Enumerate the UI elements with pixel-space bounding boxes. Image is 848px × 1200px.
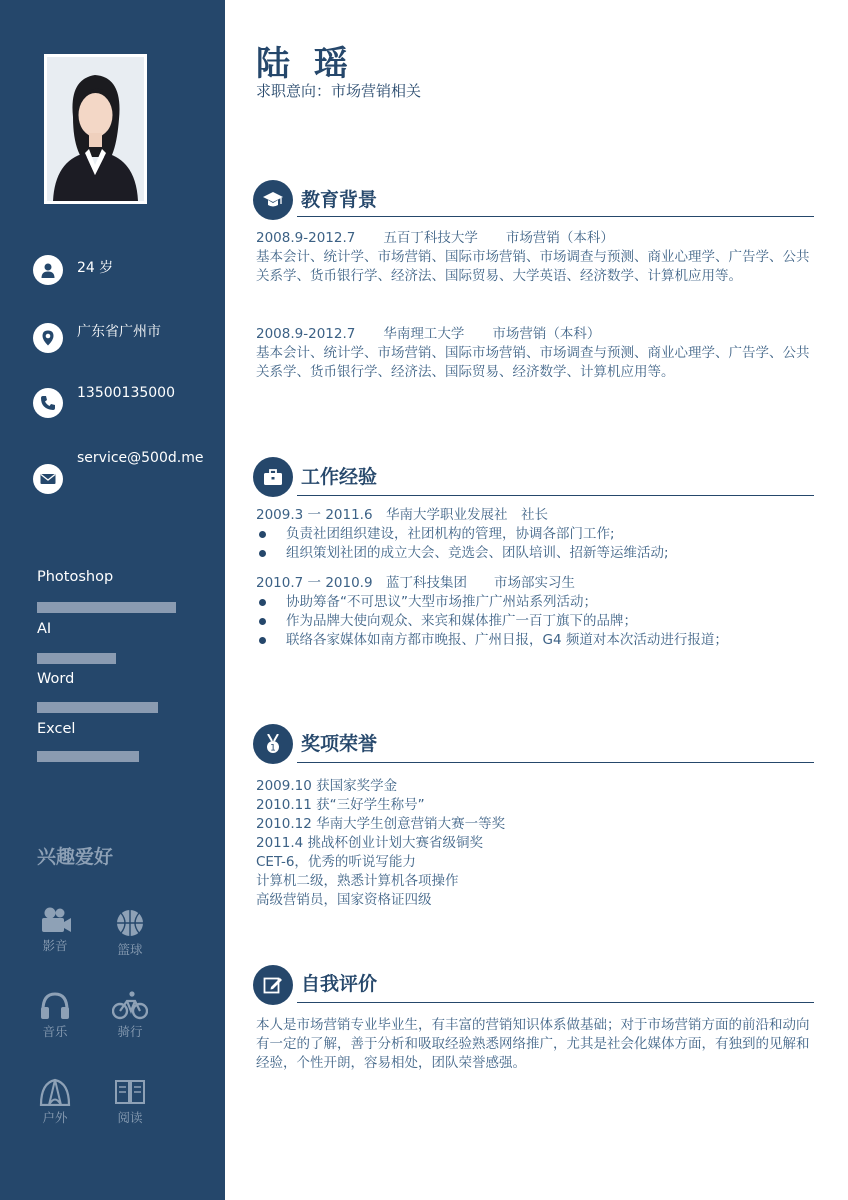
edu-courses: 基本会计、统计学、市场营销、国际市场营销、市场调查与预测、商业心理学、广告学、公共关系学、货币银行学、经济法、国际贸易、大学英语、经济数学、计算机应用等。 <box>256 249 810 284</box>
divider <box>297 216 814 217</box>
skill-label: Photoshop <box>37 569 114 585</box>
skill-bar <box>37 602 176 613</box>
divider <box>297 1002 814 1003</box>
award-item: CET-6，优秀的听说写能力 <box>256 854 416 870</box>
hobby-item <box>33 906 77 954</box>
edit-icon <box>253 965 293 1005</box>
hobby-item <box>108 1078 152 1126</box>
divider <box>297 762 814 763</box>
education-entry <box>256 229 816 286</box>
hobby-item <box>33 1078 77 1126</box>
award-item: 2010.11 获“三好学生称号” <box>256 797 425 813</box>
work-bullet: 联络各家媒体如南方都市晚报、广州日报，G4 频道对本次活动进行报道； <box>256 631 816 650</box>
medal-icon <box>253 724 293 764</box>
award-item: 2011.4 挑战杯创业计划大赛省级铜奖 <box>256 835 484 851</box>
award-item: 2009.10 获国家奖学金 <box>256 778 398 794</box>
edu-major: 市场营销（本科） <box>492 326 601 342</box>
hobby-label: 音乐 <box>42 1024 68 1039</box>
skill-bar <box>37 702 158 713</box>
work-bullet: 组织策划社团的成立大会、竞选会、团队培训、招新等运维活动; <box>256 544 816 563</box>
hobby-label: 影音 <box>42 938 68 953</box>
hobby-label: 户外 <box>42 1110 68 1125</box>
skill-label: Excel <box>37 721 76 737</box>
briefcase-icon <box>253 457 293 497</box>
hobby-item <box>108 908 152 958</box>
svg-text:1: 1 <box>270 743 276 754</box>
work-title: 工作经验 <box>301 466 378 488</box>
phone-icon <box>33 388 63 418</box>
work-bullet: 作为品牌大使向观众、来宾和媒体推广一百丁旗下的品牌； <box>256 612 816 631</box>
edu-major: 市场营销（本科） <box>505 230 614 246</box>
basketball-icon <box>115 908 145 938</box>
hobby-item <box>108 990 152 1040</box>
graduation-cap-icon <box>253 180 293 220</box>
sidebar <box>0 0 225 1200</box>
age-text: 24 岁 <box>77 260 114 276</box>
user-icon <box>33 255 63 285</box>
skill-bar <box>37 653 116 664</box>
page-title: 陆 瑶 <box>256 44 354 84</box>
award-item: 高级营销员，国家资格证四级 <box>256 892 432 908</box>
hobbies-title: 兴趣爱好 <box>37 846 114 868</box>
hobby-label: 骑行 <box>117 1024 143 1039</box>
email-text[interactable]: service@500d.me <box>77 450 204 466</box>
work-bullet: 负责社团组织建设，社团机构的管理，协调各部门工作; <box>256 525 816 544</box>
work-bullet: 协助筹备“不可思议”大型市场推广广州站系列活动； <box>256 593 816 612</box>
profile-photo <box>44 54 147 204</box>
skill-bar <box>37 751 139 762</box>
skill-label: AI <box>37 621 52 637</box>
bicycle-icon <box>112 990 148 1020</box>
self-eval-paragraph: 本人是市场营销专业毕业生，有丰富的营销知识体系做基础；对于市场营销方面的前沿和动向有一定的了解，善于分析和吸取经验熟悉网络推广，尤其是社会化媒体方面，有独到的见解和经验，个性开朗，容易相处，团队荣誉感强。 <box>256 1017 810 1071</box>
self-eval-title: 自我评价 <box>301 973 378 995</box>
award-item: 2010.12 华南大学生创意营销大赛一等奖 <box>256 816 506 832</box>
camera-icon <box>37 906 73 934</box>
education-entry <box>256 325 816 382</box>
envelope-icon <box>33 464 63 494</box>
headphones-icon <box>39 990 71 1020</box>
edu-school: 华南理工大学 <box>383 326 465 342</box>
self-eval-text <box>256 1016 816 1073</box>
job-intent: 求职意向：市场营销相关 <box>256 82 422 100</box>
divider <box>297 495 814 496</box>
work-header: 2009.3 一 2011.6 华南大学职业发展社 社长 <box>256 507 549 523</box>
award-item: 计算机二级，熟悉计算机各项操作 <box>256 873 459 889</box>
edu-courses: 基本会计、统计学、市场营销、国际市场营销、市场调查与预测、商业心理学、广告学、公共关系学、货币银行学、经济法、国际贸易、经济数学、计算机应用等。 <box>256 345 810 380</box>
location-text: 广东省广州市 <box>77 324 161 340</box>
book-icon <box>113 1078 147 1106</box>
awards-title: 奖项荣誉 <box>301 733 378 755</box>
awards-list <box>256 777 816 910</box>
hobby-label: 篮球 <box>117 942 143 957</box>
education-title: 教育背景 <box>301 189 378 211</box>
work-entry <box>256 574 816 650</box>
phone-text[interactable]: 13500135000 <box>77 385 175 401</box>
hobby-label: 阅读 <box>117 1110 143 1125</box>
hobby-item <box>33 990 77 1040</box>
location-pin-icon <box>33 323 63 353</box>
edu-date: 2008.9-2012.7 <box>256 230 356 246</box>
skill-label: Word <box>37 671 75 687</box>
avatar <box>47 57 144 201</box>
tent-icon <box>38 1078 72 1106</box>
work-header: 2010.7 一 2010.9 蓝丁科技集团 市场部实习生 <box>256 575 576 591</box>
edu-school: 五百丁科技大学 <box>383 230 478 246</box>
work-entry <box>256 506 816 563</box>
edu-date: 2008.9-2012.7 <box>256 326 356 342</box>
